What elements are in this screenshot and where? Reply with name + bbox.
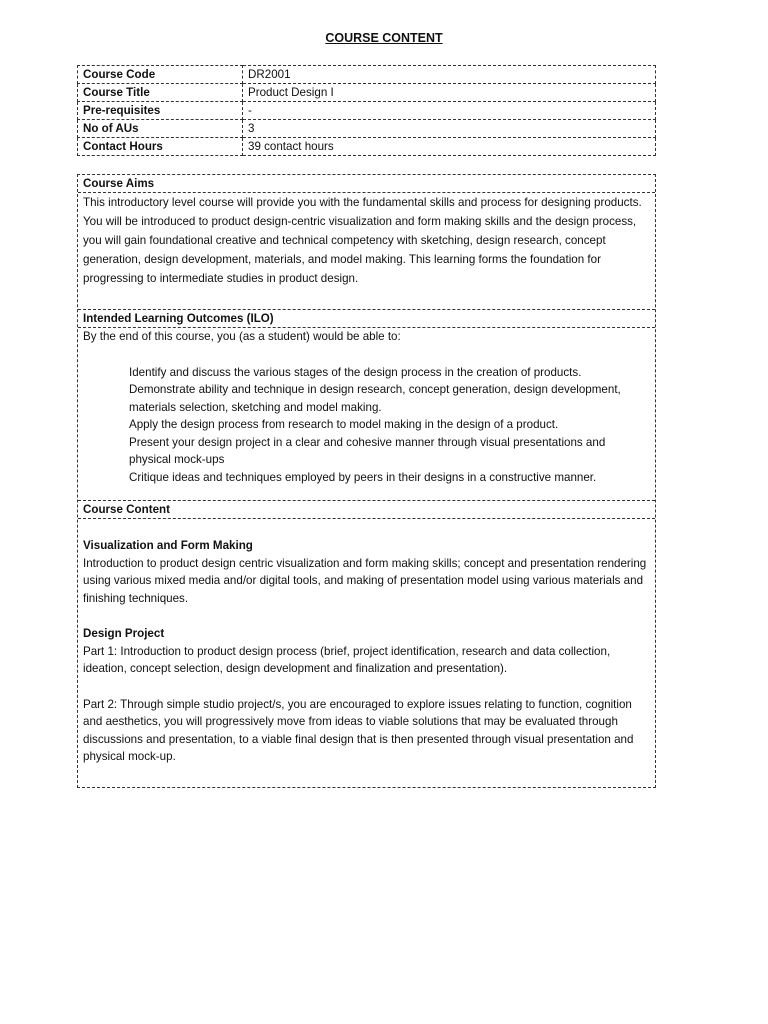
design-project-part1: Part 1: Introduction to product design process (brief, project identification, research and data collection, ideation, concept selection, design development and finalization and presentation).	[83, 644, 611, 675]
contact-hours-label: Contact Hours	[78, 138, 243, 156]
page-title: COURSE CONTENT	[325, 31, 443, 45]
ilo-list	[78, 364, 655, 487]
course-content-heading: Course Content	[78, 500, 655, 519]
course-info-table	[77, 65, 656, 156]
table-row	[78, 138, 656, 156]
aus-label: No of AUs	[78, 120, 243, 138]
table-row	[78, 84, 656, 102]
list-item: Apply the design process from research to model making in the design of a product.	[129, 418, 559, 431]
course-aims-text: This introductory level course will provide you with the fundamental skills and process for designing products. You will be introduced to product design-centric visualization and form making skills and the design process, you will gain foundational creative and technical competency with sketching, design research, concept generation, design development, materials, and model making. This learning forms the foundation for progressing to intermediate studies in product design.	[83, 196, 642, 285]
course-details-box	[77, 174, 656, 788]
list-item: Present your design project in a clear and cohesive manner through visual presentations and physical mock-ups	[129, 435, 606, 466]
course-title-label: Course Title	[78, 84, 243, 102]
list-item: Critique ideas and techniques employed by peers in their designs in a constructive manner.	[129, 470, 597, 484]
prerequisites-label: Pre-requisites	[78, 102, 243, 120]
design-project-title: Design Project	[83, 627, 165, 640]
contact-hours-value: 39 contact hours	[243, 138, 656, 156]
list-item: Identify and discuss the various stages of the design process in the creation of products.	[129, 365, 582, 379]
course-code-value: DR2001	[243, 66, 656, 84]
table-row	[78, 120, 656, 138]
visualization-text: Introduction to product design centric visualization and form making skills; concept and presentation rendering using various mixed media and/or digital tools, and making of presentation model using various materials and finishing techniques.	[83, 556, 647, 605]
prerequisites-value: -	[243, 102, 656, 120]
ilo-heading: Intended Learning Outcomes (ILO)	[78, 309, 655, 328]
design-project-part2: Part 2: Through simple studio project/s, you are encouraged to explore issues relating to function, cognition and aesthetics, you will progressively move from ideas to viable solutions that may be evaluated through discussions and presentation, to a viable final design that is then presented through visual presentation and physical mock-up.	[83, 697, 634, 763]
course-title-value: Product Design I	[243, 84, 656, 102]
ilo-intro: By the end of this course, you (as a student) would be able to:	[83, 330, 401, 343]
table-row	[78, 102, 656, 120]
aus-value: 3	[243, 120, 656, 138]
table-row	[78, 66, 656, 84]
visualization-title: Visualization and Form Making	[83, 539, 253, 552]
list-item: Demonstrate ability and technique in design research, concept generation, design development, materials selection, sketching and model making.	[129, 383, 621, 414]
course-aims-heading: Course Aims	[78, 175, 655, 193]
course-code-label: Course Code	[78, 66, 243, 84]
